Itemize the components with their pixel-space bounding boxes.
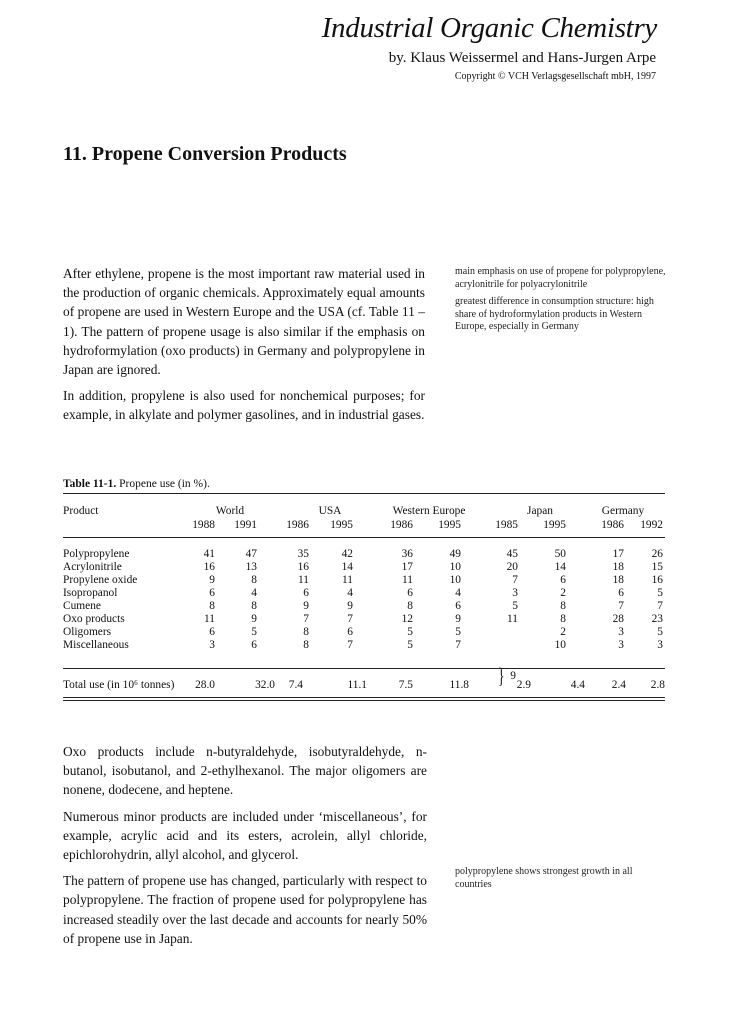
table-cell: 14 (554, 561, 566, 573)
table-cell: 5 (407, 639, 413, 651)
table-cell: 17 (612, 548, 624, 560)
table-cell: 11 (507, 613, 518, 625)
table-cell: 6 (209, 626, 215, 638)
table-cell: 49 (449, 548, 461, 560)
table-header-rule (63, 537, 665, 538)
table-cell: 6 (209, 587, 215, 599)
discussion-paragraph: Numerous minor products are included under ‘miscellaneous’, for example, acrylic acid and its esters, acrolein, allyl chloride, epichlorohydrin, allyl alcohol, and glycerol. (63, 808, 427, 863)
table-cell: 6 (560, 574, 566, 586)
table-cell: 6 (455, 600, 461, 612)
region-header: Japan (527, 505, 553, 517)
table-cell: 6 (251, 639, 257, 651)
table-cell: 11 (298, 574, 309, 586)
table-cell: 7 (618, 600, 624, 612)
table-cell: 7 (455, 639, 461, 651)
table-cell: 7 (512, 574, 518, 586)
table-cell: 11 (204, 613, 215, 625)
table-cell: 4 (455, 587, 461, 599)
copyright-line: Copyright © VCH Verlagsgesellschaft mbH, 1997 (454, 71, 656, 82)
year-header: 1991 (234, 519, 257, 531)
table-cell: 8 (209, 600, 215, 612)
table-cell: 50 (554, 548, 566, 560)
table-cell: 4 (251, 587, 257, 599)
table-cell: 17 (401, 561, 413, 573)
table-cell: 20 (506, 561, 518, 573)
table-cell: 9 (347, 600, 353, 612)
product-column-header: Product (63, 505, 99, 517)
table-row-label: Oligomers (63, 626, 112, 638)
table-cell: 16 (651, 574, 663, 586)
total-cell: 11.1 (347, 679, 367, 691)
table-cell: 3 (657, 639, 663, 651)
table-cell: 10 (449, 561, 461, 573)
table-cell: 8 (303, 639, 309, 651)
table-cell: 10 (554, 639, 566, 651)
margin-note: greatest difference in consumption structure: high share of hydroformylation products in Western Europe, especially in Germany (455, 296, 654, 332)
table-row-label: Acrylonitrile (63, 561, 122, 573)
table-cell: 16 (203, 561, 215, 573)
margin-notes (455, 266, 670, 339)
table-cell: 8 (407, 600, 413, 612)
table-cell: 6 (303, 587, 309, 599)
intro-paragraph: After ethylene, propene is the most important raw material used in the production of organic chemicals. Approximately equal amounts of propene are used in Western Europe and the USA (cf. Table 11 – 1). The pattern of propene usage is also similar if the emphasis on hydroformylation (oxo products) in Germany and polypropylene in Japan are ignored. (63, 266, 425, 378)
table-cell: 18 (612, 561, 624, 573)
total-cell: 28.0 (195, 679, 215, 691)
table-row-label: Propylene oxide (63, 574, 138, 586)
total-cell: 32.0 (255, 679, 275, 691)
table-cell: 5 (455, 626, 461, 638)
table-cell: 2 (560, 626, 566, 638)
year-header: 1986 (286, 519, 309, 531)
table-row-label: Polypropylene (63, 548, 130, 560)
table-cell: 6 (618, 587, 624, 599)
table-cell: 23 (651, 613, 663, 625)
year-header: 1995 (438, 519, 461, 531)
year-header: 1986 (390, 519, 413, 531)
table-caption-text: Propene use (in %). (119, 478, 210, 490)
total-cell: 7.4 (288, 679, 303, 691)
year-header: 1988 (192, 519, 215, 531)
total-cell: 2.8 (650, 679, 665, 691)
discussion-paragraph: The pattern of propene use has changed, particularly with respect to polypropylene. The fraction of propene used for polypropylene has increased steadily over the last decade and accounts for nearly 50% of propene use in Japan. (63, 873, 427, 946)
year-header: 1992 (640, 519, 663, 531)
table-cell: 26 (651, 548, 663, 560)
table-cell: 5 (512, 600, 518, 612)
table-cell: 8 (560, 613, 566, 625)
year-header: 1995 (543, 519, 566, 531)
total-cell: 4.4 (570, 679, 585, 691)
discussion-text (63, 742, 427, 955)
table-cell: 15 (651, 561, 663, 573)
year-header: 1985 (495, 519, 518, 531)
table-cell: 3 (512, 587, 518, 599)
total-cell: 7.5 (398, 679, 413, 691)
table-cell: 9 (303, 600, 309, 612)
table-cell: 8 (303, 626, 309, 638)
table-cell: 9 (251, 613, 257, 625)
total-cell: 2.4 (611, 679, 626, 691)
merge-brace: } (498, 663, 505, 688)
region-header: World (215, 505, 245, 517)
table-total-rule (63, 668, 665, 669)
table-cell: 11 (342, 574, 353, 586)
total-cell: 2.9 (516, 679, 531, 691)
region-header: USA (318, 505, 342, 517)
book-authors: by. Klaus Weissermel and Hans-Jurgen Arpe (388, 50, 656, 66)
table-cell: 6 (407, 587, 413, 599)
region-header: Western Europe (392, 505, 466, 517)
year-header: 1995 (330, 519, 353, 531)
intro-paragraph: In addition, propylene is also used for nonchemical purposes; for example, in alkylate and polymer gasolines, and in industrial gases. (63, 388, 425, 423)
table-cell: 8 (251, 600, 257, 612)
intro-text (63, 264, 425, 432)
table-cell: 3 (618, 639, 624, 651)
margin-note: main emphasis on use of propene for polypropylene, acrylonitrile for polyacrylonitrile (455, 266, 666, 290)
table-cell: 45 (506, 548, 518, 560)
table-cell: 16 (297, 561, 309, 573)
table-cell: 42 (341, 548, 353, 560)
book-title: Industrial Organic Chemistry (321, 12, 657, 44)
table-cell: 7 (347, 613, 353, 625)
table-cell: 28 (612, 613, 624, 625)
table-row-label: Cumene (63, 600, 101, 612)
table-cell: 18 (612, 574, 624, 586)
table-cell: 8 (251, 574, 257, 586)
merged-cell-japan-1985: 9 (510, 670, 516, 682)
table-cell: 11 (402, 574, 413, 586)
table-cell: 9 (209, 574, 215, 586)
total-cell: 11.8 (449, 679, 469, 691)
table-cell: 6 (347, 626, 353, 638)
chapter-heading: 11. Propene Conversion Products (63, 143, 347, 165)
table-caption-label: Table 11-1. (63, 478, 117, 490)
total-label: Total use (in 10⁶ tonnes) (63, 679, 175, 691)
table-cell: 5 (657, 587, 663, 599)
table-caption (63, 478, 210, 490)
table-cell: 8 (560, 600, 566, 612)
table-cell: 5 (251, 626, 257, 638)
table-cell: 36 (401, 548, 413, 560)
table-cell: 9 (455, 613, 461, 625)
table-top-rule (63, 493, 665, 494)
margin-note: polypropylene shows strongest growth in all countries (455, 866, 633, 890)
year-header: 1986 (601, 519, 624, 531)
table-cell: 35 (297, 548, 309, 560)
table-cell: 41 (203, 548, 215, 560)
table-cell: 7 (657, 600, 663, 612)
table-cell: 7 (347, 639, 353, 651)
table-row-label: Oxo products (63, 613, 125, 625)
table-cell: 4 (347, 587, 353, 599)
table-cell: 7 (303, 613, 309, 625)
discussion-paragraph: Oxo products include n-butyraldehyde, isobutyraldehyde, n-butanol, isobutanol, and 2-ethylhexanol. The major oligomers are nonene, dodecene, and heptene. (63, 744, 427, 798)
table-cell: 3 (209, 639, 215, 651)
table-cell: 14 (341, 561, 353, 573)
table-row-label: Isopropanol (63, 587, 118, 599)
table-row-label: Miscellaneous (63, 639, 129, 651)
table-cell: 12 (401, 613, 413, 625)
table-cell: 2 (560, 587, 566, 599)
table-bottom-rule (63, 697, 665, 698)
margin-notes (455, 866, 670, 896)
region-header: Germany (601, 505, 645, 517)
table-cell: 5 (407, 626, 413, 638)
table-cell: 47 (245, 548, 257, 560)
table-cell: 3 (618, 626, 624, 638)
table-cell: 5 (657, 626, 663, 638)
table-cell: 13 (245, 561, 257, 573)
table-cell: 10 (449, 574, 461, 586)
